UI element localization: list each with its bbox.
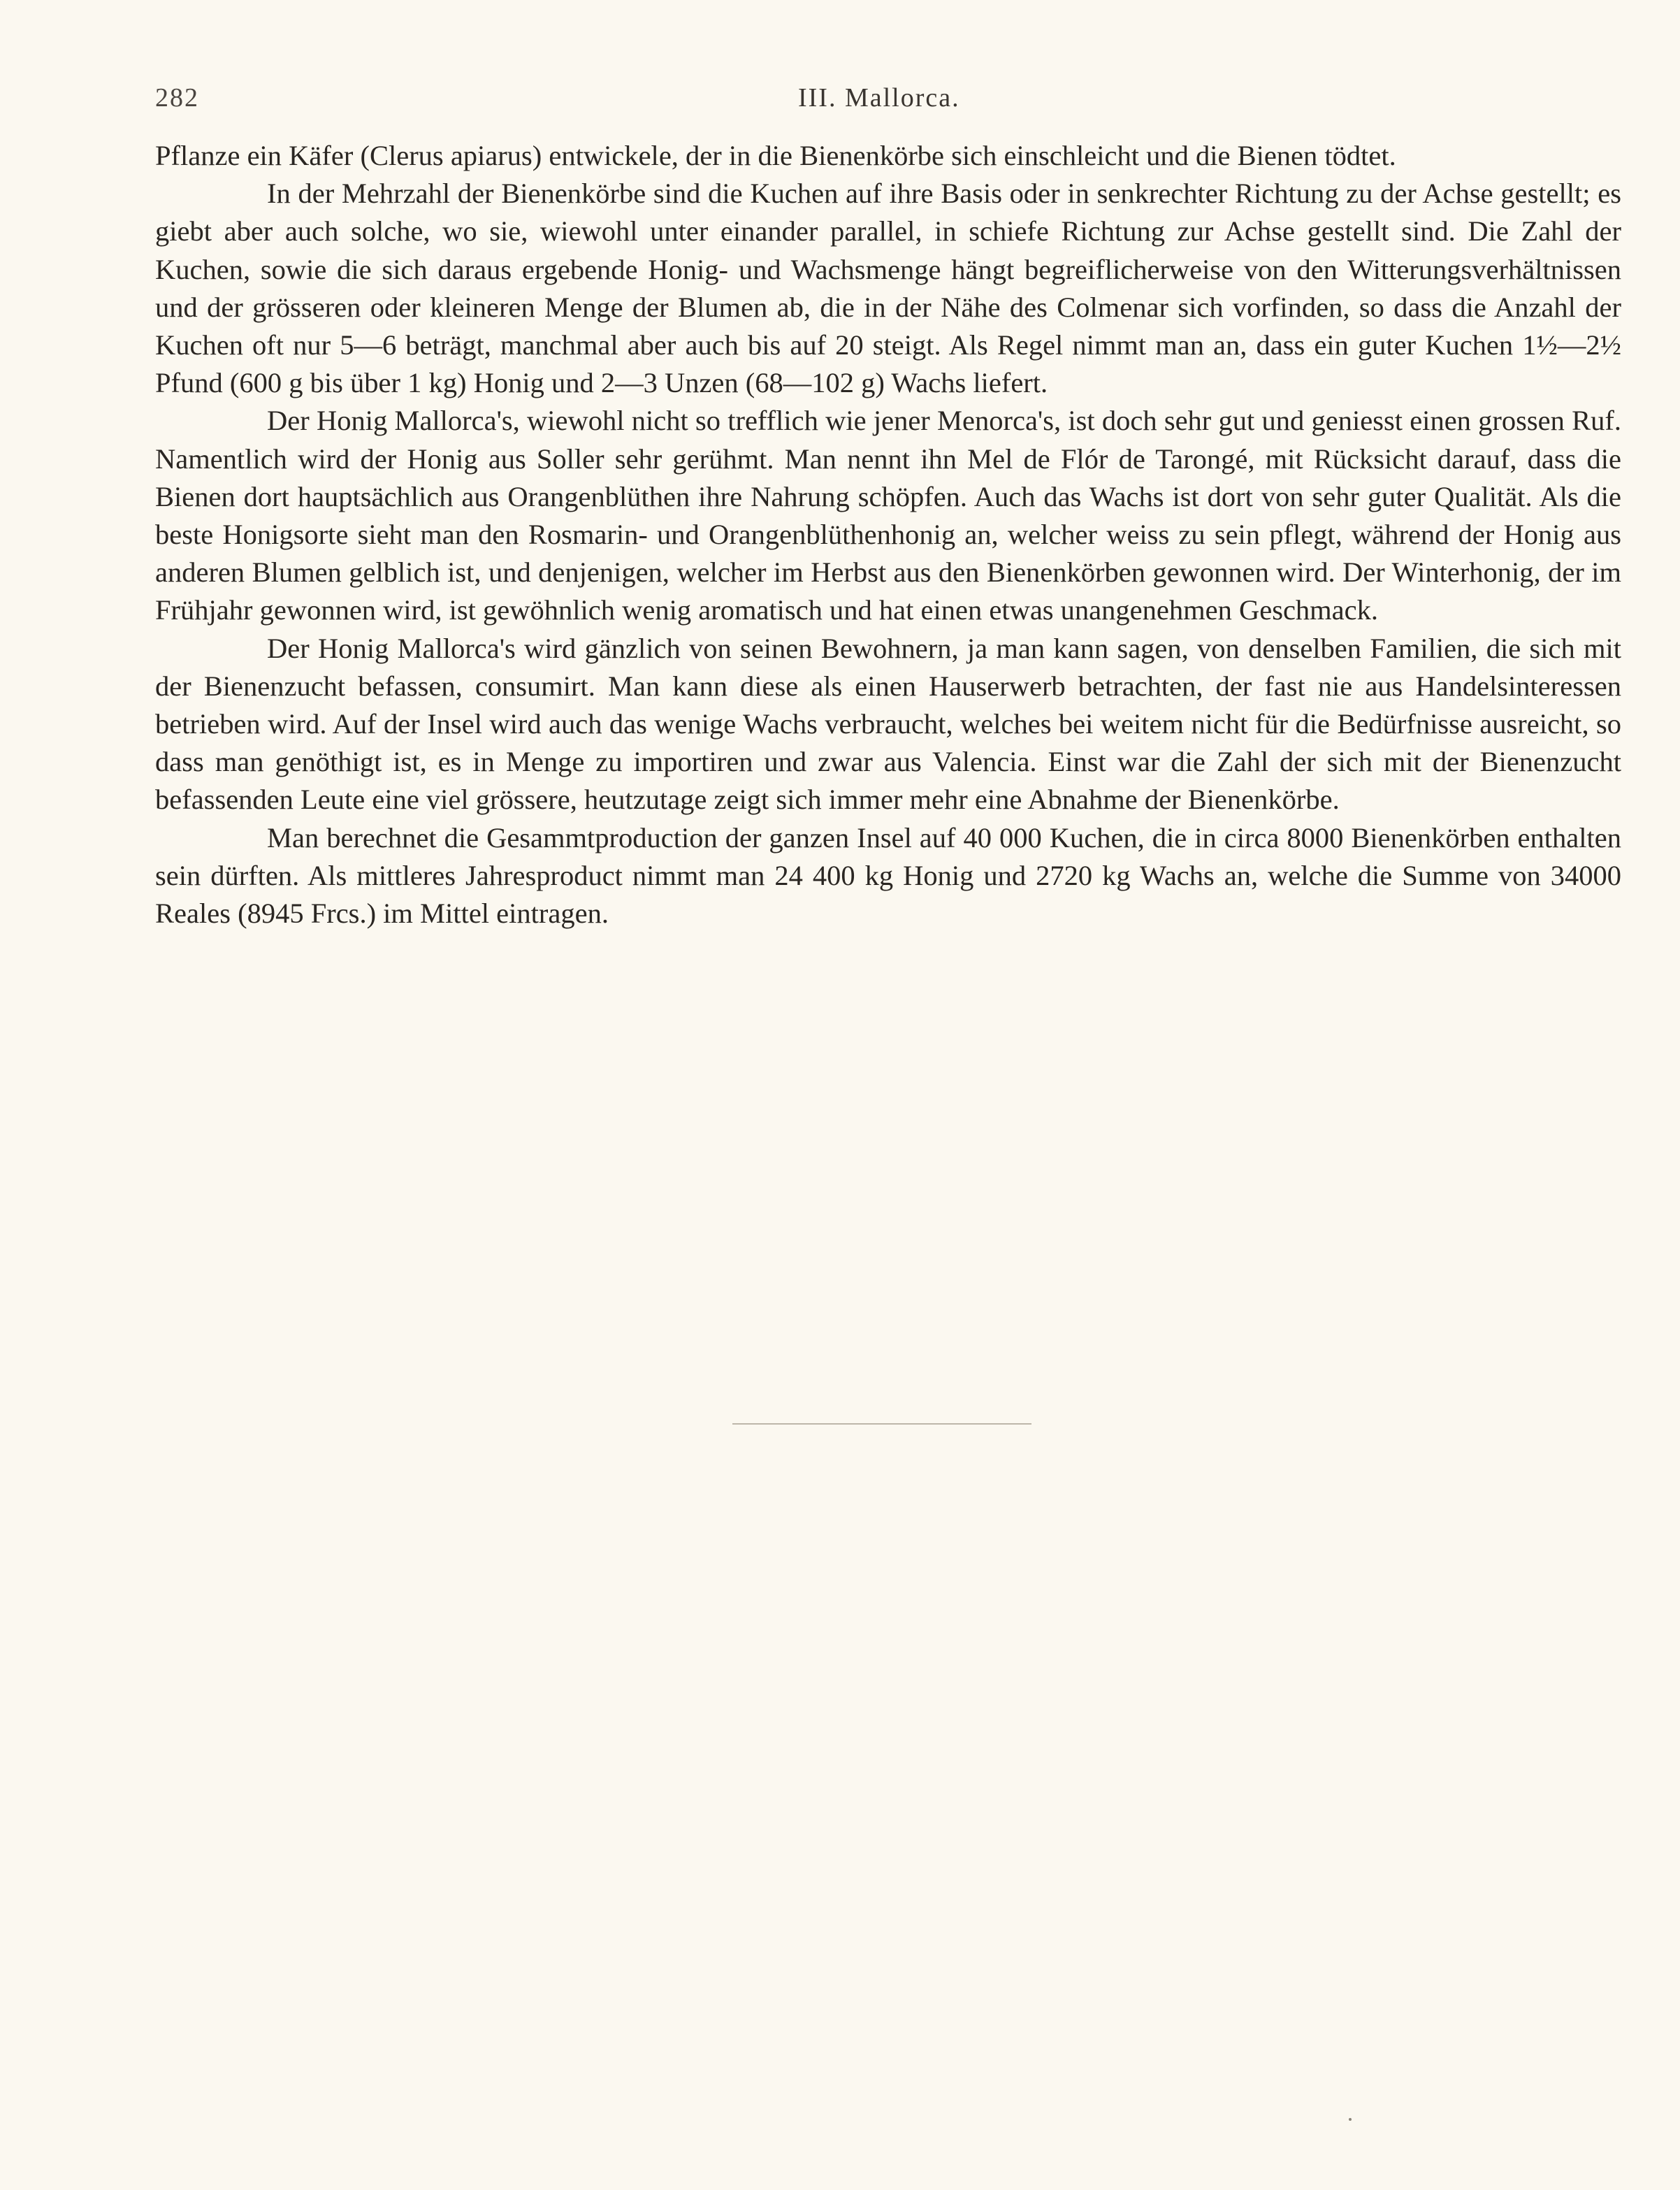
paper-speck [1349, 2118, 1352, 2121]
paragraph-continuation: Pflanze ein Käfer (Clerus apiarus) entwickele, der in die Bienenkörbe sich einschleicht und die Bienen tödtet. [155, 140, 1396, 171]
page-header [155, 82, 1623, 117]
paragraph-honeycombs: In der Mehrzahl der Bienenkörbe sind die Kuchen auf ihre Basis oder in senkrechter Richtung zu der Achse gestellt; es giebt aber auch solche, wo sie, wiewohl unter einander parallel, in schiefe Richtung zur Achse gestellt sind. Die Zahl der Kuchen, sowie die sich daraus ergebende Honig- und Wachsmenge hängt begreiflicherweise von den Witterungsverhältnissen und der grösseren oder kleineren Menge der Blumen ab, die in der Nähe des Colmenar sich vorfinden, so dass die Anzahl der Kuchen oft nur 5—6 beträgt, manchmal aber auch bis auf 20 steigt. Als Regel nimmt man an, dass ein guter Kuchen 1½—2½ Pfund (600 g bis über 1 kg) Honig und 2—3 Unzen (68—102 g) Wachs liefert. [155, 178, 1621, 399]
page-number: 282 [155, 83, 199, 113]
paragraph-production: Man berechnet die Gesammtproduction der ganzen Insel auf 40 000 Kuchen, die in circa 8000 Bienenkörben enthalten sein dürften. Als mittleres Jahresproduct nimmt man 24 400 kg Honig und 2720 kg Wachs an, welche die Summe von 34000 Reales (8945 Frcs.) im Mittel eintragen. [155, 821, 1621, 930]
paragraph-consumption: Der Honig Mallorca's wird gänzlich von seinen Bewohnern, ja man kann sagen, von denselben Familien, die sich mit der Bienenzucht befassen, consumirt. Man kann diese als einen Hauserwerb betrachten, der fast nie aus Handelsinteressen betrieben wird. Auf der Insel wird auch das wenige Wachs verbraucht, welches bei weitem nicht für die Bedürfnisse ausreicht, so dass man genöthigt ist, es in Menge zu importiren und zwar aus Valencia. Einst war die Zahl der sich mit der Bienenzucht befassenden Leute eine viel grössere, heutzutage zeigt sich immer mehr eine Abnahme der Bienenkörbe. [155, 632, 1621, 816]
running-title: III. Mallorca. [798, 83, 960, 113]
end-rule [732, 1423, 1031, 1425]
paragraph-honey-quality: Der Honig Mallorca's, wiewohl nicht so trefflich wie jener Menorca's, ist doch sehr gut und geniesst einen grossen Ruf. Namentlich wird der Honig aus Soller sehr gerühmt. Man nennt ihn Mel de Flór de Tarongé, mit Rücksicht darauf, dass die Bienen dort hauptsächlich aus Orangenblüthen ihre Nahrung schöpfen. Auch das Wachs ist dort von sehr guter Qualität. Als die beste Honigsorte sieht man den Rosmarin- und Orangenblüthenhonig an, welcher weiss zu sein pflegt, während der Honig aus anderen Blumen gelblich ist, und denjenigen, welcher im Herbst aus den Bienenkörben gewonnen wird. Der Winterhonig, der im Frühjahr gewonnen wird, ist gewöhnlich wenig aromatisch und hat einen etwas unangenehmen Geschmack. [155, 405, 1621, 626]
body-text [155, 137, 1621, 932]
